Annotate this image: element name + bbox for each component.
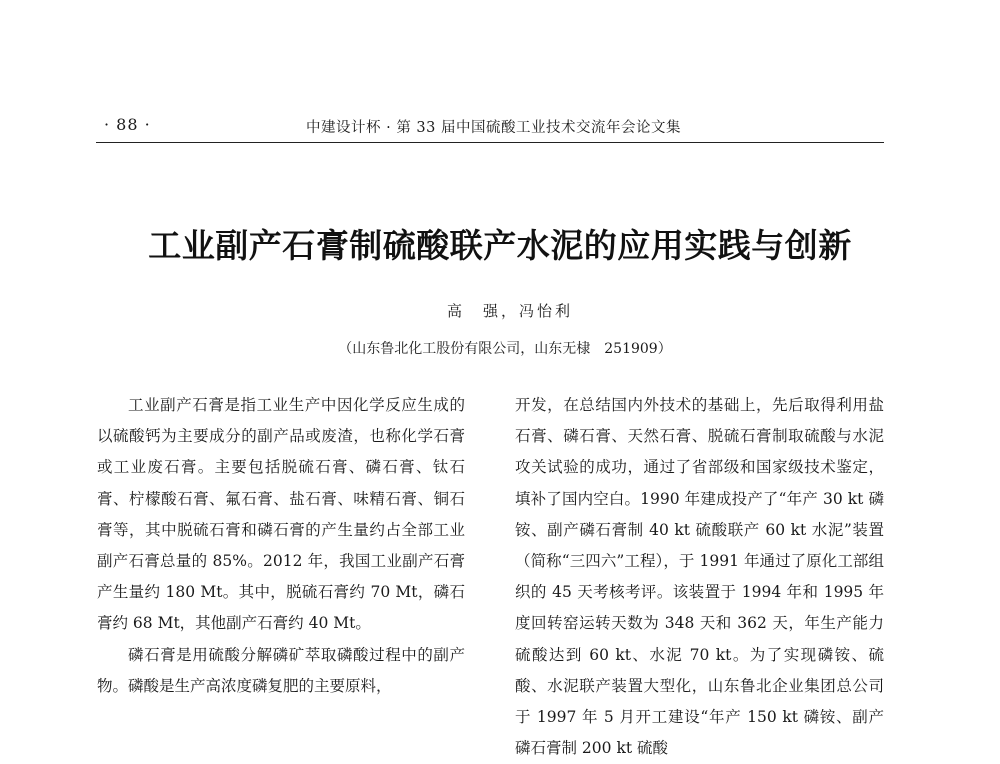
paragraph: 工业副产石膏是指工业生产中因化学反应生成的以硫酸钙为主要成分的副产品或废渣，也称化学石膏或工业废石膏。主要包括脱硫石膏、磷石膏、钛石膏、柠檬酸石膏、氟石膏、盐石膏、味精石膏、铜石膏等，其中脱硫石膏和磷石膏的产生量约占全部工业副产石膏总量的 85%。2012 年，我国工业副产石膏产生量约 180 Mt。其中，脱硫石膏约 70 Mt，磷石膏约 68 Mt，其他副产石膏约 40 Mt。 bbox=[97, 396, 465, 633]
body-left-column bbox=[97, 390, 465, 702]
article-title: 工业副产石膏制硫酸联产水泥的应用实践与创新 bbox=[148, 226, 852, 265]
article-authors: 高 强，冯怡利 bbox=[446, 302, 573, 320]
article-affiliation: （山东鲁北化工股份有限公司，山东无棣 251909） bbox=[338, 341, 672, 357]
running-head-title: 中建设计杯 · 第 33 届中国硫酸工业技术交流年会论文集 bbox=[306, 120, 681, 136]
running-header bbox=[96, 112, 884, 143]
paragraph: 磷石膏是用硫酸分解磷矿萃取磷酸过程中的副产物。磷酸是生产高浓度磷复肥的主要原料， bbox=[97, 645, 465, 695]
page-number: · 88 · bbox=[104, 115, 151, 134]
paragraph: 开发，在总结国内外技术的基础上，先后取得利用盐石膏、磷石膏、天然石膏、脱硫石膏制取硫酸与水泥攻关试验的成功，通过了省部级和国家级技术鉴定，填补了国内空白。1990 年建成投产了“年产 30 kt 磷铵、副产磷石膏制 40 kt 硫酸联产 60 kt 水泥”装置（简称“三四六”工程），于 1991 年通过了原化工部组织的 45 天考核考评。该装置于 1994 年和 1995 年度回转窑运转天数为 348 天和 362 天，年生产能力硫酸达到 60 kt、水泥 70 kt。为了实现磷铵、硫酸、水泥联产装置大型化，山东鲁北企业集团总公司于 1997 年 5 月开工建设“年产 150 kt 磷铵、副产磷石膏制 200 kt 硫酸 bbox=[515, 396, 884, 758]
body-right-column bbox=[515, 390, 884, 764]
